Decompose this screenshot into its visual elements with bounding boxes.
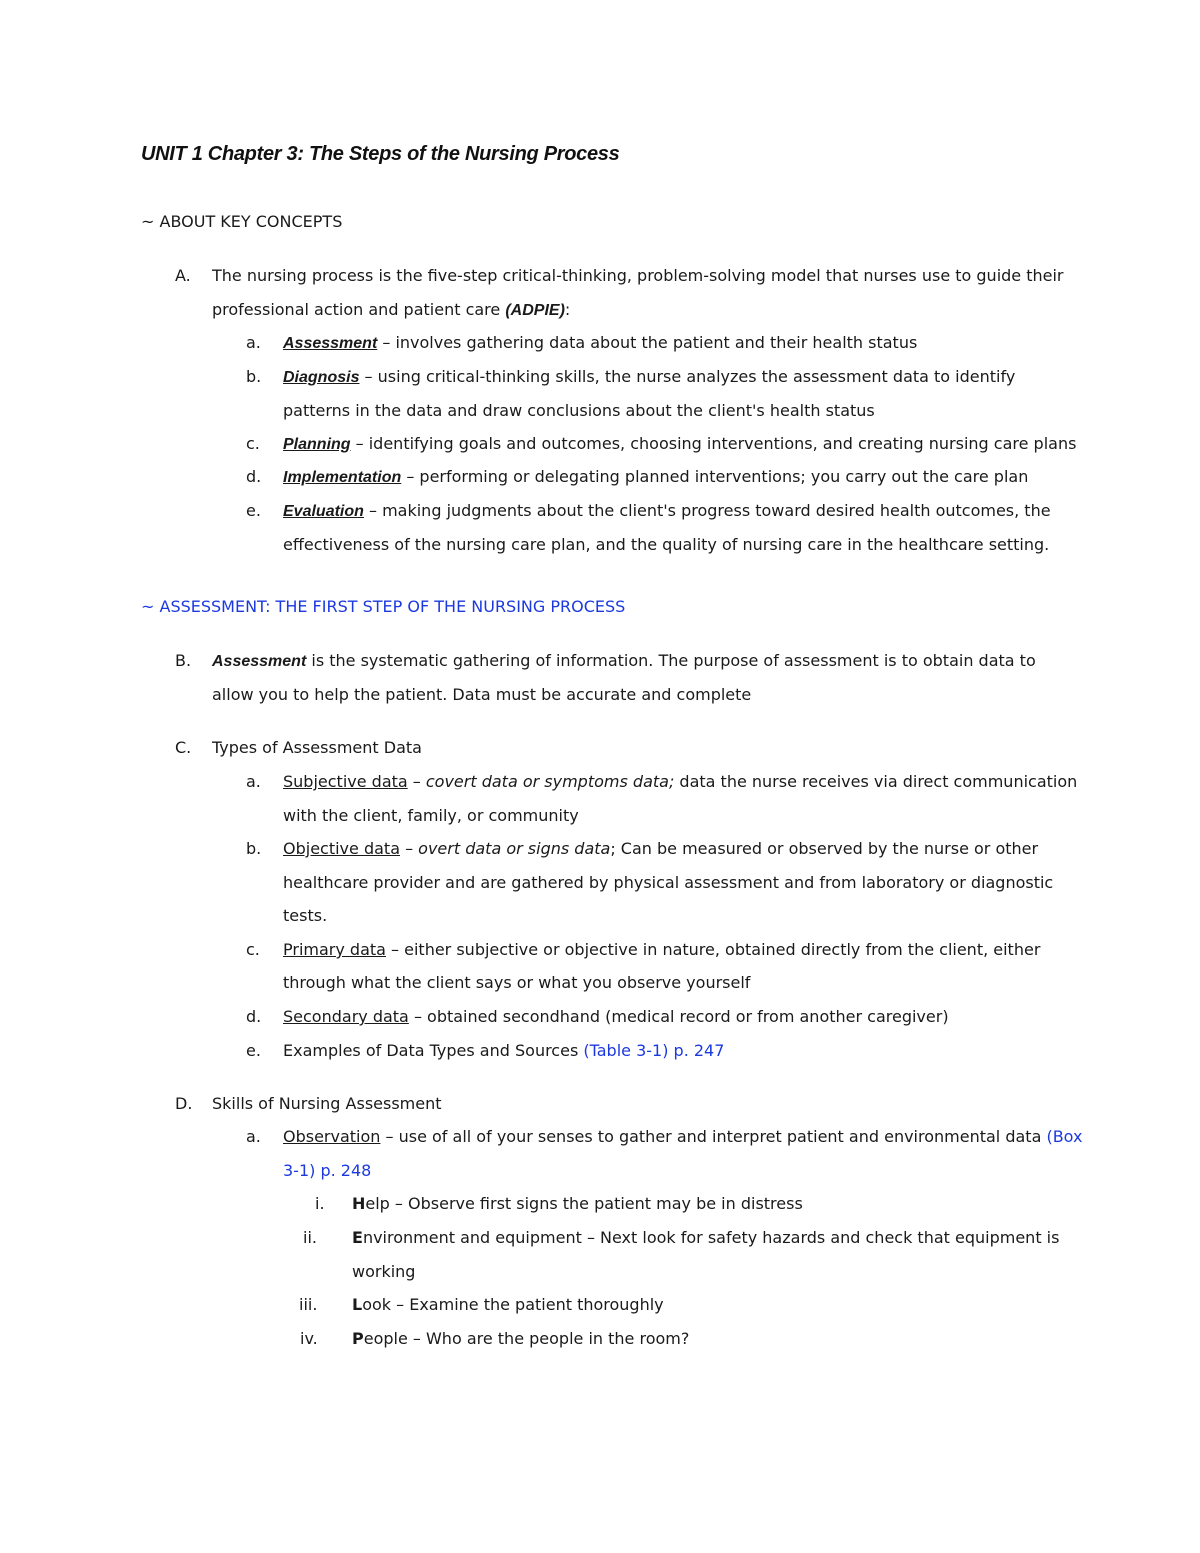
term-objective-data: Objective data xyxy=(283,839,400,858)
term-implementation: Implementation xyxy=(283,469,402,486)
term-assessment: Assessment xyxy=(283,335,378,352)
list-item-primary-cont: through what the client says or what you observe yourself xyxy=(283,973,751,992)
item-b-line2: allow you to help the patient. Data must be accurate and complete xyxy=(212,685,752,704)
roman-marker: ii. xyxy=(303,1228,317,1247)
list-marker-d: D. xyxy=(175,1094,193,1113)
table-reference-link[interactable]: (Table 3-1) p. 247 xyxy=(583,1041,725,1060)
list-marker-a: A. xyxy=(175,266,191,285)
sub-marker: a. xyxy=(246,772,261,791)
term-evaluation: Evaluation xyxy=(283,503,364,520)
box-reference-link-cont[interactable]: 3-1) p. 248 xyxy=(283,1161,372,1180)
list-marker-b: B. xyxy=(175,651,192,670)
roman-item-help: Help – Observe first signs the patient may be in distress xyxy=(352,1194,803,1213)
roman-item-people: People – Who are the people in the room? xyxy=(352,1329,690,1348)
term-planning: Planning xyxy=(283,436,351,453)
list-item-subjective-cont: with the client, family, or community xyxy=(283,806,579,825)
item-a-line2: professional action and patient care (ADPIE): xyxy=(212,300,571,319)
list-item-evaluation: Evaluation – making judgments about the client's progress toward desired health outcomes, the xyxy=(283,501,1051,520)
sub-marker: b. xyxy=(246,367,262,386)
sub-marker: a. xyxy=(246,1127,261,1146)
list-item-diagnosis: Diagnosis – using critical-thinking skills, the nurse analyzes the assessment data to identify xyxy=(283,367,1016,386)
item-c-heading: Types of Assessment Data xyxy=(212,738,422,757)
list-item-planning: Planning – identifying goals and outcomes, choosing interventions, and creating nursing care plans xyxy=(283,434,1077,453)
list-item-primary: Primary data – either subjective or objective in nature, obtained directly from the client, either xyxy=(283,940,1041,959)
box-reference-link[interactable]: (Box xyxy=(1046,1127,1083,1146)
term-subjective-data: Subjective data xyxy=(283,772,408,791)
list-item-implementation: Implementation – performing or delegating planned interventions; you carry out the care plan xyxy=(283,467,1029,486)
list-item-observation: Observation – use of all of your senses to gather and interpret patient and environmental data (Box xyxy=(283,1127,1083,1146)
sub-marker: e. xyxy=(246,1041,261,1060)
roman-marker: iii. xyxy=(299,1295,318,1314)
sub-marker: d. xyxy=(246,467,262,486)
term-assessment-b: Assessment xyxy=(212,653,307,670)
roman-item-environment-cont: working xyxy=(352,1262,416,1281)
list-item-assessment: Assessment – involves gathering data about the patient and their health status xyxy=(283,333,918,352)
term-secondary-data: Secondary data xyxy=(283,1007,409,1026)
sub-marker: c. xyxy=(246,940,260,959)
roman-marker: i. xyxy=(315,1194,325,1213)
term-diagnosis: Diagnosis xyxy=(283,369,360,386)
sub-marker: d. xyxy=(246,1007,262,1026)
list-marker-c: C. xyxy=(175,738,192,757)
list-item-objective: Objective data – overt data or signs data; Can be measured or observed by the nurse or other xyxy=(283,839,1039,858)
sub-marker: a. xyxy=(246,333,261,352)
sub-marker: e. xyxy=(246,501,261,520)
list-item-secondary: Secondary data – obtained secondhand (medical record or from another caregiver) xyxy=(283,1007,949,1026)
item-a-line1: The nursing process is the five-step critical-thinking, problem-solving model that nurses use to guide their xyxy=(212,266,1064,285)
list-item-evaluation-cont: effectiveness of the nursing care plan, and the quality of nursing care in the healthcare setting. xyxy=(283,535,1050,554)
roman-marker: iv. xyxy=(300,1329,318,1348)
adpie-acronym: (ADPIE) xyxy=(505,302,565,319)
section-heading-assessment: ~ ASSESSMENT: THE FIRST STEP OF THE NURSING PROCESS xyxy=(141,597,626,616)
document-title: UNIT 1 Chapter 3: The Steps of the Nursing Process xyxy=(141,143,620,165)
roman-item-environment: Environment and equipment – Next look for safety hazards and check that equipment is xyxy=(352,1228,1060,1247)
item-d-heading: Skills of Nursing Assessment xyxy=(212,1094,442,1113)
list-item-diagnosis-cont: patterns in the data and draw conclusions about the client's health status xyxy=(283,401,875,420)
sub-marker: c. xyxy=(246,434,260,453)
list-item-objective-cont2: tests. xyxy=(283,906,328,925)
list-item-objective-cont: healthcare provider and are gathered by physical assessment and from laboratory or diagnostic xyxy=(283,873,1054,892)
sub-marker: b. xyxy=(246,839,262,858)
list-item-subjective: Subjective data – covert data or symptoms data; data the nurse receives via direct communication xyxy=(283,772,1078,791)
list-item-examples: Examples of Data Types and Sources (Table 3-1) p. 247 xyxy=(283,1041,725,1060)
term-primary-data: Primary data xyxy=(283,940,386,959)
item-b-line1: Assessment is the systematic gathering of information. The purpose of assessment is to obtain data to xyxy=(212,651,1036,670)
term-observation: Observation xyxy=(283,1127,381,1146)
section-heading-key-concepts: ~ ABOUT KEY CONCEPTS xyxy=(141,212,343,231)
roman-item-look: Look – Examine the patient thoroughly xyxy=(352,1295,664,1314)
